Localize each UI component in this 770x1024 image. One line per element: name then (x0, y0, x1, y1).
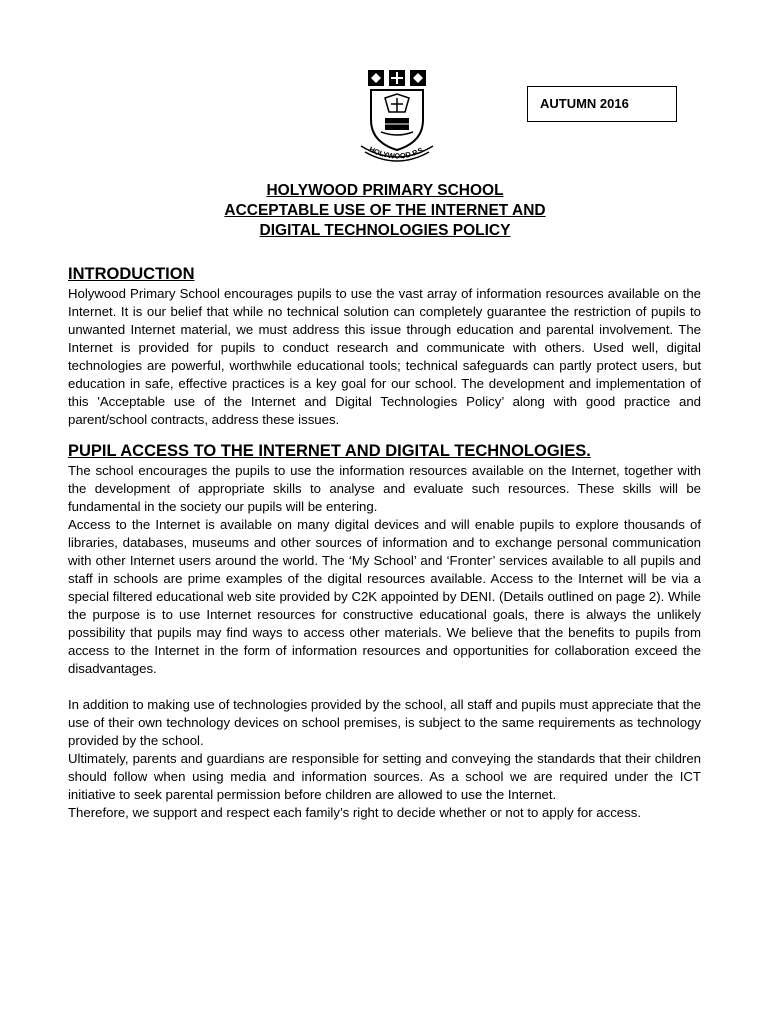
svg-text:HOLYWOOD P.S.: HOLYWOOD P.S. (367, 144, 427, 161)
pupil-access-paragraph-4: Ultimately, parents and guardians are responsible for setting and conveying the standards that their children should follow when using media and information sources. As a school we are required under the ICT initiative to seek parental permission before children are allowed to use the Internet. (68, 751, 701, 802)
term-label-box (527, 86, 677, 122)
title-line-2: ACCEPTABLE USE OF THE INTERNET AND (224, 202, 546, 219)
crest-motto-text (355, 68, 439, 164)
term-label: AUTUMN 2016 (540, 96, 629, 111)
document-title (60, 181, 710, 241)
introduction-paragraph: Holywood Primary School encourages pupils to use the vast array of information resources available on the Internet. It is our belief that while no technical solution can completely guarantee the restriction of pupils to unwanted Internet material, we must address this issue through education and parental involvement. The Internet is provided for pupils to conduct research and communicate with others. Used well, digital technologies are powerful, worthwhile educational tools; technical safeguards can partly protect users, but education in safe, effective practices is a key goal for our school. The development and implementation of this 'Acceptable use of the Internet and Digital Technologies Policy’ along with good practice and parent/school contracts, address these issues. (68, 286, 701, 427)
pupil-access-paragraph-1: The school encourages the pupils to use the information resources available on the Internet, together with the development of appropriate skills to analyse and evaluate such resources. These skills will be fundamental in the society our pupils will be entering. (68, 463, 701, 514)
paragraph-gap (68, 678, 701, 696)
pupil-access-paragraph-3: In addition to making use of technologies provided by the school, all staff and pupils must appreciate that the use of their own technology devices on school premises, is subject to the same requirements as technology provided by the school. (68, 697, 701, 748)
document-body (68, 264, 701, 822)
title-line-3: DIGITAL TECHNOLOGIES POLICY (259, 222, 511, 239)
pupil-access-heading: PUPIL ACCESS TO THE INTERNET AND DIGITAL TECHNOLOGIES. (68, 442, 591, 460)
pupil-access-paragraph-5: Therefore, we support and respect each family’s right to decide whether or not to apply for access. (68, 805, 641, 820)
introduction-heading: INTRODUCTION (68, 265, 195, 283)
pupil-access-paragraph-2: Access to the Internet is available on many digital devices and will enable pupils to explore thousands of libraries, databases, museums and other sources of information and to exchange personal communication with other Internet users around the world. The ‘My School’ and ‘Fronter’ services available to all pupils and staff in schools are prime examples of the digital resources available. Access to the Internet will be via a special filtered educational web site provided by C2K appointed by DENI. (Details outlined on page 2). While the purpose is to use Internet resources for constructive educational goals, there is always the unlikely possibility that pupils may find ways to access other materials. We believe that the benefits to pupils from access to the Internet in the form of information resources and opportunities for collaboration exceed the disadvantages. (68, 517, 701, 676)
title-line-1: HOLYWOOD PRIMARY SCHOOL (266, 182, 504, 199)
